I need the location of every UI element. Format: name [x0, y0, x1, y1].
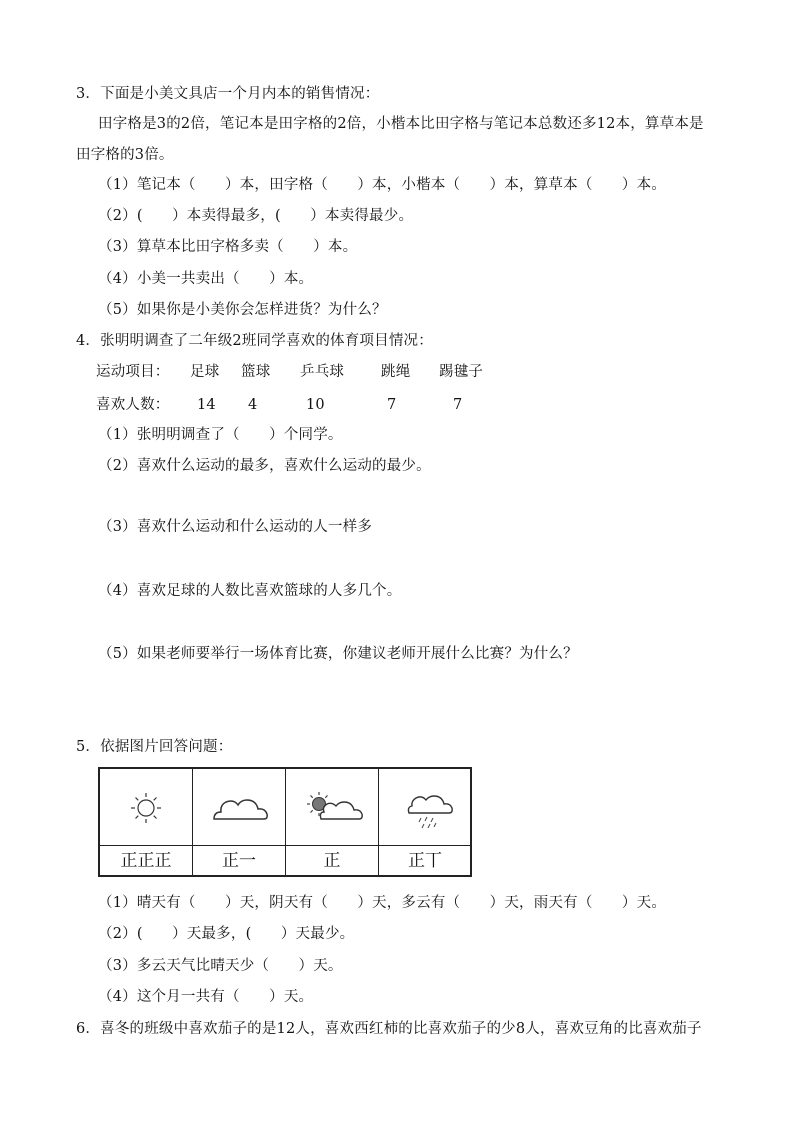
q4-item-4: （4）喜欢足球的人数比喜欢篮球的人多几个。 [98, 583, 402, 599]
cloud-icon [204, 783, 274, 833]
q3-item-1: （1）笔记本（ ）本，田字格（ ）本，小楷本（ ）本，算草本（ ）本。 [98, 177, 667, 193]
q3-desc-line1: 田字格是3的2倍，笔记本是田字格的2倍，小楷本比田字格与笔记本总数还多12本，算草本是 [98, 116, 704, 132]
count-basketball: 4 [248, 397, 258, 413]
count-shuttlecock: 7 [453, 397, 463, 413]
q4-title: 4．张明明调查了二年级2班同学喜欢的体育项目情况： [76, 333, 433, 349]
sport-shuttlecock: 踢毽子 [439, 364, 484, 380]
table-divider [100, 845, 470, 846]
q5-item-3: （3）多云天气比晴天少（ ）天。 [98, 958, 343, 974]
q5-title: 5．依据图片回答问题： [76, 739, 233, 755]
q4-item-3: （3）喜欢什么运动和什么运动的人一样多 [98, 519, 373, 535]
q4-item-1: （1）张明明调查了（ ）个同学。 [98, 427, 343, 443]
q4-item-5: （5）如果老师要举行一场体育比赛，你建议老师开展什么比赛？为什么？ [98, 646, 578, 662]
sport-football: 足球 [190, 364, 220, 380]
q5-item-2: （2）( ）天最多，( ）天最少。 [98, 926, 355, 942]
q5-item-1: （1）晴天有（ ）天，阴天有（ ）天，多云有（ ）天，雨天有（ ）天。 [98, 895, 667, 911]
partly-cloudy-icon [297, 783, 367, 833]
tally-partly-cloudy: 正 [323, 851, 341, 871]
q3-item-5: （5）如果你是小美你会怎样进货？为什么？ [98, 302, 387, 318]
sport-pingpong: 乒乓球 [300, 364, 345, 380]
q6-title: 6．喜冬的班级中喜欢茄子的是12人，喜欢西红柿的比喜欢茄子的少8人，喜欢豆角的比喜欢茄子 [76, 1021, 702, 1037]
rain-cloud-icon [391, 783, 461, 833]
weather-table [98, 767, 472, 877]
counts-label: 喜欢人数： [96, 397, 170, 413]
q3-item-2: （2）( ）本卖得最多，( ）本卖得最少。 [98, 208, 414, 224]
q3-desc-line2: 田字格的3倍。 [76, 147, 174, 163]
table-divider [378, 769, 379, 875]
count-pingpong: 10 [306, 397, 325, 413]
tally-sunny: 正正正 [120, 851, 172, 871]
q3-item-3: （3）算草本比田字格多卖（ ）本。 [98, 239, 358, 255]
q3-item-4: （4）小美一共卖出（ ）本。 [98, 271, 314, 287]
sports-label: 运动项目： [96, 364, 170, 380]
count-football: 14 [197, 397, 216, 413]
count-jumprope: 7 [387, 397, 397, 413]
q4-item-2: （2）喜欢什么运动的最多，喜欢什么运动的最少。 [98, 458, 431, 474]
sport-basketball: 篮球 [241, 364, 271, 380]
sport-jumprope: 跳绳 [381, 364, 411, 380]
tally-cloudy: 正一 [222, 851, 256, 871]
table-divider [192, 769, 193, 875]
table-divider [285, 769, 286, 875]
q3-title: 3．下面是小美文具店一个月内本的销售情况： [76, 86, 380, 102]
sun-icon [111, 783, 181, 833]
tally-rainy: 正丅 [408, 851, 442, 871]
q5-item-4: （4）这个月一共有（ ）天。 [98, 989, 314, 1005]
